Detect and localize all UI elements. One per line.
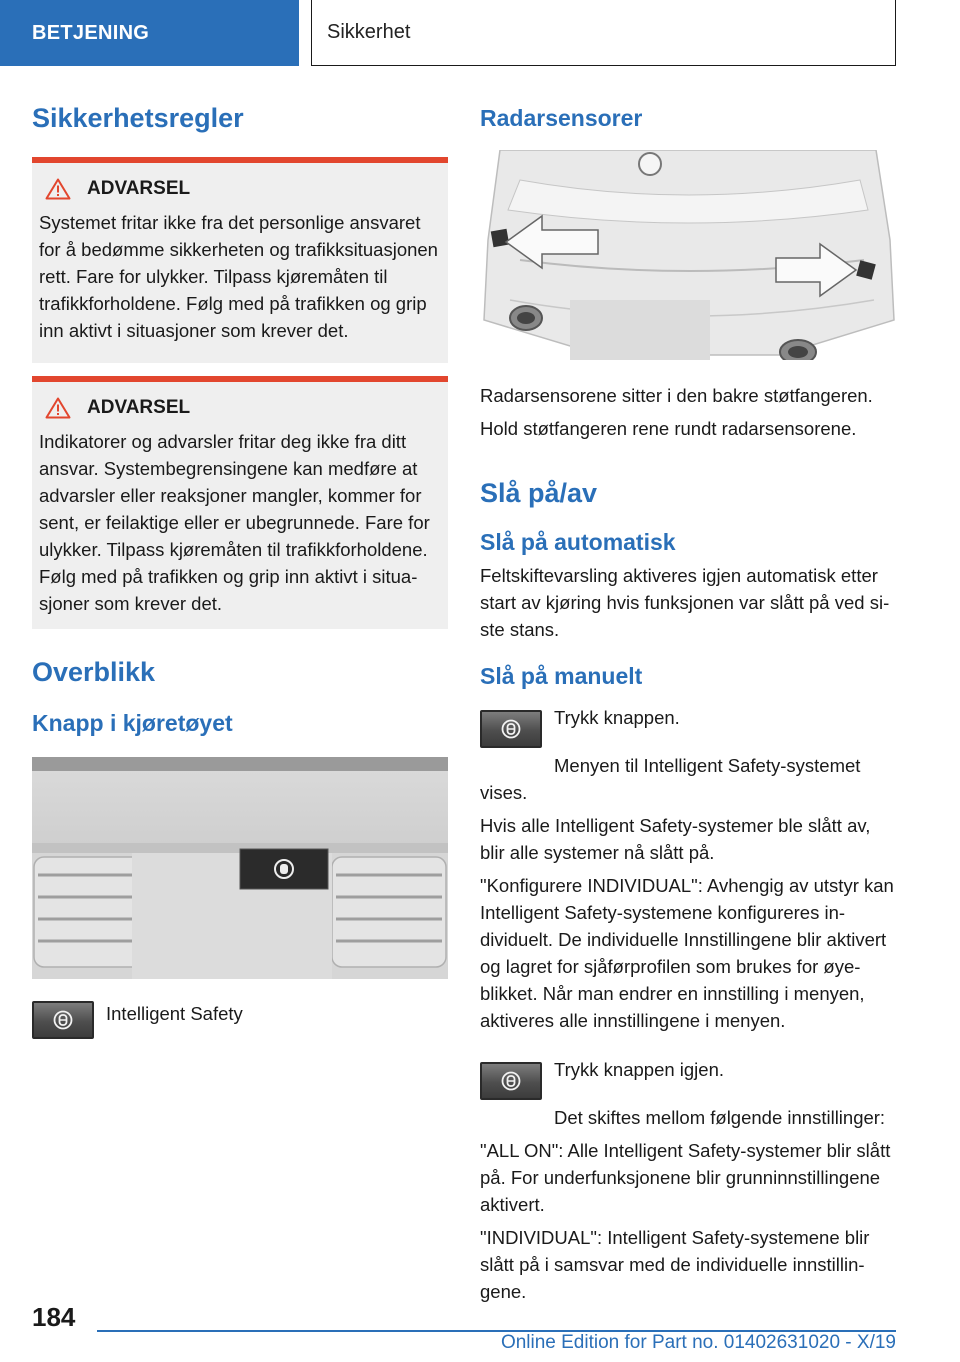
- right-column: [480, 96, 896, 1305]
- rear-car-illustration: [480, 150, 896, 360]
- manual-on-title: Slå på manuelt: [480, 663, 643, 689]
- press-button-row: [480, 704, 896, 748]
- intelligent-safety-button-icon: [32, 1001, 94, 1039]
- button-in-vehicle-title: Knapp i kjøretøyet: [32, 710, 233, 736]
- menu-shown-text: Menyen til Intelligent Safety-systemet vises.: [480, 755, 861, 803]
- press-again-row: [480, 1056, 896, 1100]
- radar-sensors-title: Radarsensorer: [480, 105, 643, 131]
- individual-text: "INDIVIDUAL": Intelligent Safety-systemene blir slått på i samsvar med de individuelle innstillingene.: [480, 1227, 870, 1302]
- press-button-text: Trykk knappen.: [554, 707, 680, 728]
- warning-text: Indikatorer og advarsler fritar deg ikke fra ditt ansvar. Systembegrensingene kan medføre at advarsler eller reaksjoner mangler, kommer for sent, er feilaktige eller er ubegrunnede. Fare for ulykker. Tilpass kjøremåten til trafikkforholdene. Følg med på trafikken og grip inn aktivt i situasjoner som krever det.: [39, 431, 430, 614]
- dashboard-illustration: [32, 757, 448, 979]
- button-caption-row: [32, 999, 448, 1039]
- auto-on-title: Slå på automatisk: [480, 529, 676, 555]
- chapter-tab: [0, 0, 299, 66]
- warning-triangle-icon: [45, 397, 71, 419]
- auto-on-text: Feltskiftevarsling aktiveres igjen automatisk etter start av kjøring hvis funksjonen var slått på ved siste stans.: [480, 565, 890, 640]
- warning-heading: [45, 175, 440, 203]
- page-number: 184: [32, 1302, 76, 1332]
- on-off-title: Slå på/av: [480, 478, 598, 508]
- button-caption: Intelligent Safety: [106, 1003, 243, 1024]
- warning-box-1: [32, 157, 448, 363]
- radar-text-2: Hold støtfangeren rene rundt radarsensorene.: [480, 418, 857, 439]
- all-off-text: Hvis alle Intelligent Safety-systemer ble slått av, blir alle systemer nå slått på.: [480, 815, 871, 863]
- switches-text: Det skiftes mellom følgende innstillinger:: [554, 1107, 886, 1128]
- warning-text: Systemet fritar ikke fra det personlige ansvaret for å bedømme sikkerheten og trafikksituasjonen rett. Fare for ulykker. Tilpass kjøremåten til trafikkforholdene. Følg med på trafikken og grip inn aktivt i situasjoner som krever det.: [39, 212, 438, 341]
- section-label: Sikkerhet: [327, 21, 411, 43]
- overview-title: Overblikk: [32, 657, 156, 687]
- warning-heading: [45, 394, 440, 422]
- intelligent-safety-button-icon: [480, 1062, 542, 1100]
- press-button-block: [480, 704, 896, 806]
- configure-text: "Konfigurere INDIVIDUAL": Avhengig av utstyr kan Intelligent Safety-systemene konfigureres individuelt. De individuelle Innstillingene blir aktivert og lagret for sjåførprofilen som brukes for øyeblikket. Når man endrer en innstilling i menyen, aktiveres alle innstillingene i menyen.: [480, 875, 894, 1031]
- press-again-text: Trykk knappen igjen.: [554, 1059, 725, 1080]
- edition-footer: Online Edition for Part no. 01402631020 - X/19: [500, 1332, 896, 1353]
- radar-text-1: Radarsensorene sitter i den bakre støtfangeren.: [480, 385, 873, 406]
- left-column: [32, 96, 448, 1039]
- press-again-block: [480, 1056, 896, 1131]
- section-header: [311, 0, 896, 66]
- safety-rules-title: Sikkerhetsregler: [32, 103, 244, 133]
- all-on-text: "ALL ON": Alle Intelligent Safety-systemer blir slått på. For underfunksjonene blir grunninnstillingene aktivert.: [480, 1140, 891, 1215]
- chapter-label: BETJENING: [32, 21, 150, 44]
- rear-bumper-photo: [480, 150, 896, 360]
- warning-triangle-icon: [45, 178, 71, 200]
- warning-label: ADVARSEL: [87, 397, 191, 418]
- warning-label: ADVARSEL: [87, 178, 191, 199]
- dashboard-button-photo: [32, 757, 448, 979]
- press-button-lines: [494, 704, 680, 731]
- warning-box-2: [32, 376, 448, 629]
